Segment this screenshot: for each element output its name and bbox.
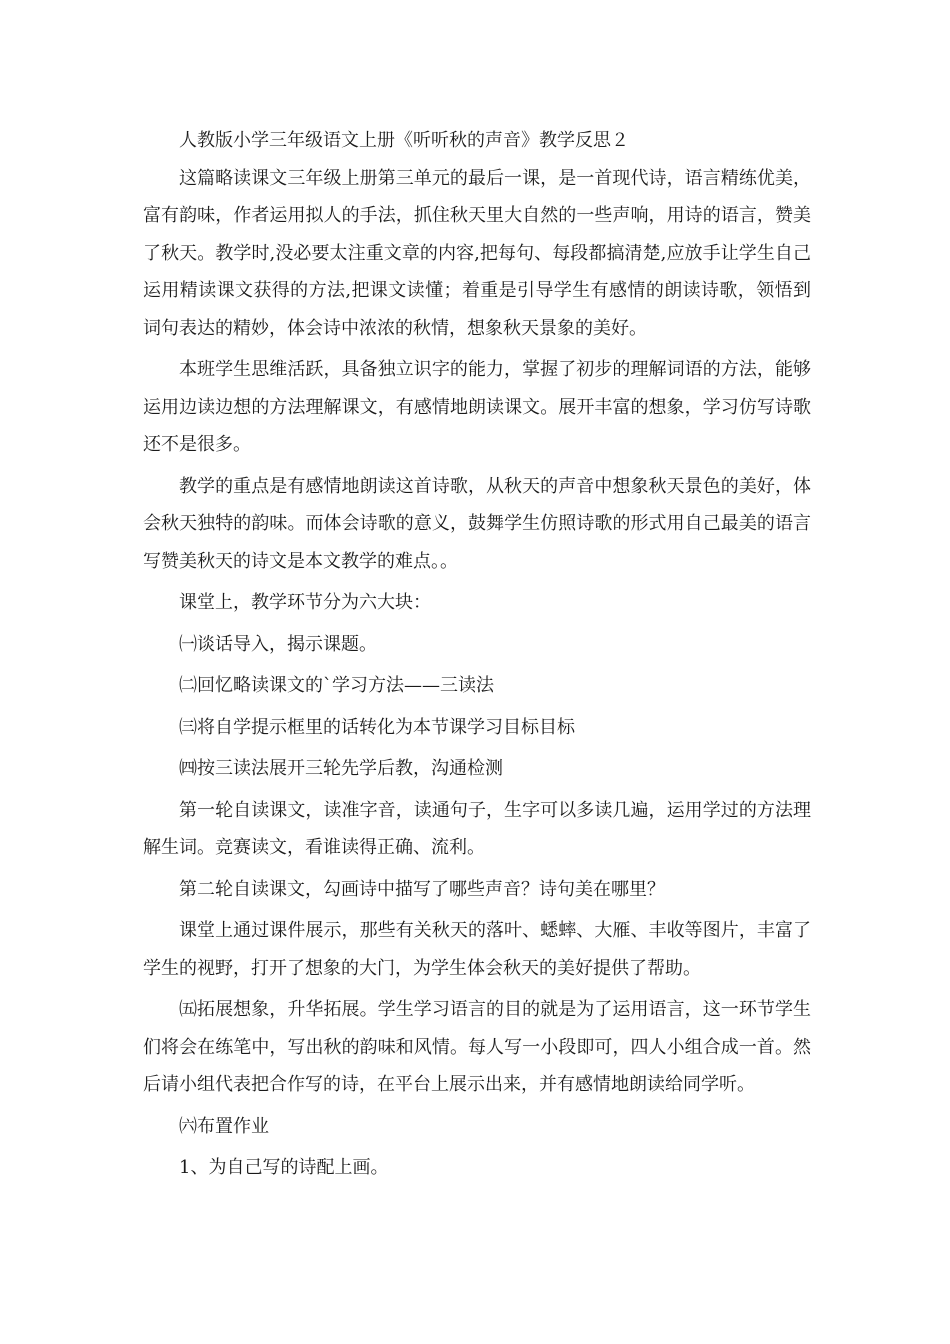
paragraph-focus: 教学的重点是有感情地朗读这首诗歌，从秋天的声音中想象秋天景色的美好，体会秋天独特的韵味。而体会诗歌的意义，鼓舞学生仿照诗歌的形式用自己最美的语言写赞美秋天的诗文是本文教学的难点。。 [143,475,811,572]
list-item-step-2: ㈡回忆略读课文的`学习方法——三读法 [179,675,494,696]
paragraph-homework-1: 1、为自己写的诗配上画。 [179,1157,389,1178]
paragraph-round-2: 第二轮自读课文，勾画诗中描写了哪些声音？诗句美在哪里？ [179,878,665,900]
list-item-step-1: ㈠谈话导入，揭示课题。 [179,633,377,655]
paragraph-courseware: 课堂上通过课件展示，那些有关秋天的落叶、蟋蟀、大雁、丰收等图片，丰富了学生的视野，打开了想象的大门，为学生体会秋天的美好提供了帮助。 [143,920,811,979]
document-title: 人教版小学三年级语文上册《听听秋的声音》教学反思２ [179,130,629,151]
list-item-step-5: ㈤拓展想象，升华拓展。学生学习语言的目的就是为了运用语言，这一环节学生们将会在练笔中，写出秋的韵味和风情。每人写一小段即可，四人小组合成一首。然后请小组代表把合作写的诗，在平台上展示出来，并有感情地朗读给同学听。 [143,999,811,1095]
paragraph-students: 本班学生思维活跃，具备独立识字的能力，掌握了初步的理解词语的方法，能够运用边读边想的方法理解课文，有感情地朗读课文。展开丰富的想象，学习仿写诗歌还不是很多。 [143,359,811,455]
paragraph-intro: 这篇略读课文三年级上册第三单元的最后一课，是一首现代诗，语言精练优美，富有韵味，作者运用拟人的手法，抓住秋天里大自然的一些声响，用诗的语言，赞美了秋天。教学时,没必要太注重文章的内容,把每句、每段都搞清楚,应放手让学生自己运用精读课文获得的方法,把课文读懂；着重是引导学生有感情的朗读诗歌，领悟到词句表达的精妙，体会诗中浓浓的秋情，想象秋天景象的美好。 [143,167,811,339]
list-item-step-4: ㈣按三读法展开三轮先学后教，沟通检测 [179,758,503,779]
paragraph-round-1: 第一轮自读课文，读准字音，读通句子，生字可以多读几遍，运用学过的方法理解生词。竞赛读文，看谁读得正确、流利。 [143,799,811,858]
paragraph-classroom: 课堂上，教学环节分为六大块： [179,592,431,613]
list-item-step-6: ㈥布置作业 [179,1115,269,1137]
document-body [143,122,811,1191]
list-item-step-3: ㈢将自学提示框里的话转化为本节课学习目标目标 [179,716,575,738]
